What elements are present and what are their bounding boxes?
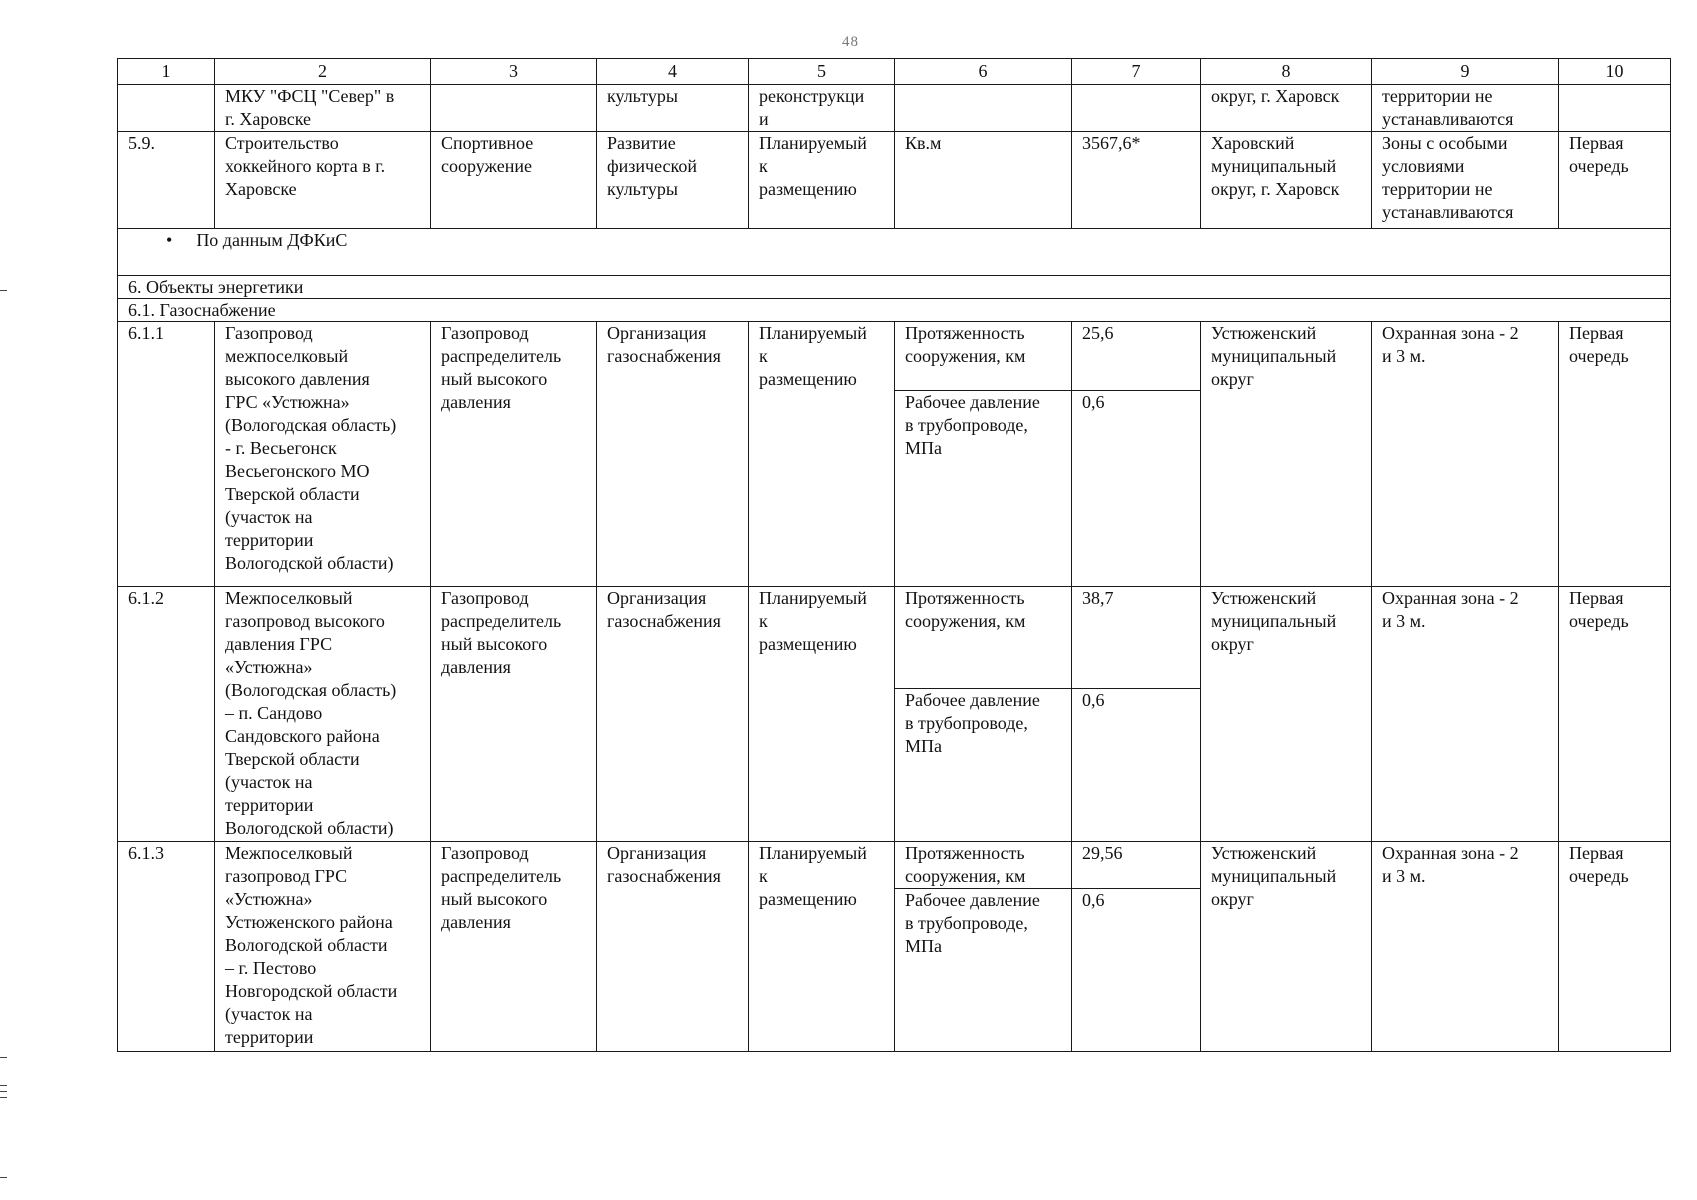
object-parameter: Протяженность сооружения, км [895,587,1072,689]
object-value: 25,6 [1072,322,1201,391]
row-number [118,85,215,132]
object-value [1072,85,1201,132]
footnote-text: По данным ДФКиС [196,230,348,250]
object-parameter: Протяженность сооружения, км [895,322,1072,391]
column-number-row [118,59,1671,85]
page-number: 48 [842,34,859,50]
column-header: 10 [1559,59,1671,85]
column-header: 2 [215,59,431,85]
object-stage: Первая очередь [1559,842,1671,1052]
object-location: Устюженский муниципальный округ [1201,322,1372,587]
scan-margin-mark [0,1085,7,1086]
object-purpose: Организация газоснабжения [597,587,749,842]
column-header: 4 [597,59,749,85]
subsection-row [118,299,1671,322]
row-number: 6.1.2 [118,587,215,842]
object-status: Планируемый к размещению [749,322,895,587]
section-row [118,276,1671,299]
object-value: 0,6 [1072,689,1201,842]
object-name: Межпоселковый газопровод высокого давления ГРС «Устюжна» (Вологодская область) – п. Сандово Сандовского района Тверской области (участок на территории Вологодской области) [215,587,431,842]
object-zone: Охранная зона - 2 и 3 м. [1372,587,1559,842]
column-header: 3 [431,59,597,85]
object-value: 38,7 [1072,587,1201,689]
subsection-heading: 6.1. Газоснабжение [118,299,1671,322]
table-row-6-1-3 [118,842,1671,889]
object-status: Планируемый к размещению [749,587,895,842]
object-value: 3567,6* [1072,132,1201,229]
object-zone: Охранная зона - 2 и 3 м. [1372,322,1559,587]
object-parameter: Рабочее давление в трубопроводе, МПа [895,689,1072,842]
object-parameter [895,85,1072,132]
table-row-5-9 [118,132,1671,229]
object-zone: Охранная зона - 2 и 3 м. [1372,842,1559,1052]
object-stage: Первая очередь [1559,132,1671,229]
scan-margin-mark [0,1097,7,1098]
column-header: 6 [895,59,1072,85]
section-heading: 6. Объекты энергетики [118,276,1671,299]
object-parameter: Кв.м [895,132,1072,229]
column-header: 7 [1072,59,1201,85]
column-header: 1 [118,59,215,85]
object-location: округ, г. Харовск [1201,85,1372,132]
scan-margin-mark [0,1091,7,1092]
column-header: 9 [1372,59,1559,85]
object-zone: Зоны с особыми условиями территории не устанавливаются [1372,132,1559,229]
bullet-icon: • [166,230,173,250]
footnote [118,229,1671,276]
object-value: 0,6 [1072,889,1201,1052]
object-type: Спортивное сооружение [431,132,597,229]
objects-table [117,58,1671,1052]
object-stage: Первая очередь [1559,587,1671,842]
object-name: МКУ "ФСЦ "Север" в г. Харовске [215,85,431,132]
object-purpose: Организация газоснабжения [597,842,749,1052]
column-header: 8 [1201,59,1372,85]
object-parameter: Рабочее давление в трубопроводе, МПа [895,889,1072,1052]
scan-margin-mark [0,1177,7,1178]
object-location: Харовский муниципальный округ, г. Харовск [1201,132,1372,229]
object-value: 0,6 [1072,391,1201,587]
object-zone: территории не устанавливаются [1372,85,1559,132]
object-purpose: Организация газоснабжения [597,322,749,587]
object-stage: Первая очередь [1559,322,1671,587]
object-status: Планируемый к размещению [749,132,895,229]
row-number: 6.1.3 [118,842,215,1052]
object-purpose: Развитие физической культуры [597,132,749,229]
object-type: Газопровод распределитель ный высокого давления [431,842,597,1052]
object-name: Строительство хоккейного корта в г. Харовске [215,132,431,229]
scan-margin-mark [0,290,7,291]
scan-margin-mark [0,1057,7,1058]
object-value: 29,56 [1072,842,1201,889]
table-row-6-1-2 [118,587,1671,689]
object-name: Межпоселковый газопровод ГРС «Устюжна» Устюженского района Вологодской области – г. Пестово Новгородской области (участок на территории [215,842,431,1052]
footnote-row [118,229,1671,276]
table-row-continued [118,85,1671,132]
object-type: Газопровод распределитель ный высокого давления [431,587,597,842]
object-location: Устюженский муниципальный округ [1201,587,1372,842]
row-number: 5.9. [118,132,215,229]
object-status: реконструкци и [749,85,895,132]
table-row-6-1-1 [118,322,1671,391]
object-parameter: Рабочее давление в трубопроводе, МПа [895,391,1072,587]
object-name: Газопровод межпоселковый высокого давления ГРС «Устюжна» (Вологодская область) - г. Весьегонск Весьегонского МО Тверской области (участок на территории Вологодской области) [215,322,431,587]
object-purpose: культуры [597,85,749,132]
row-number: 6.1.1 [118,322,215,587]
object-status: Планируемый к размещению [749,842,895,1052]
object-location: Устюженский муниципальный округ [1201,842,1372,1052]
object-type [431,85,597,132]
column-header: 5 [749,59,895,85]
object-parameter: Протяженность сооружения, км [895,842,1072,889]
object-stage [1559,85,1671,132]
object-type: Газопровод распределитель ный высокого давления [431,322,597,587]
